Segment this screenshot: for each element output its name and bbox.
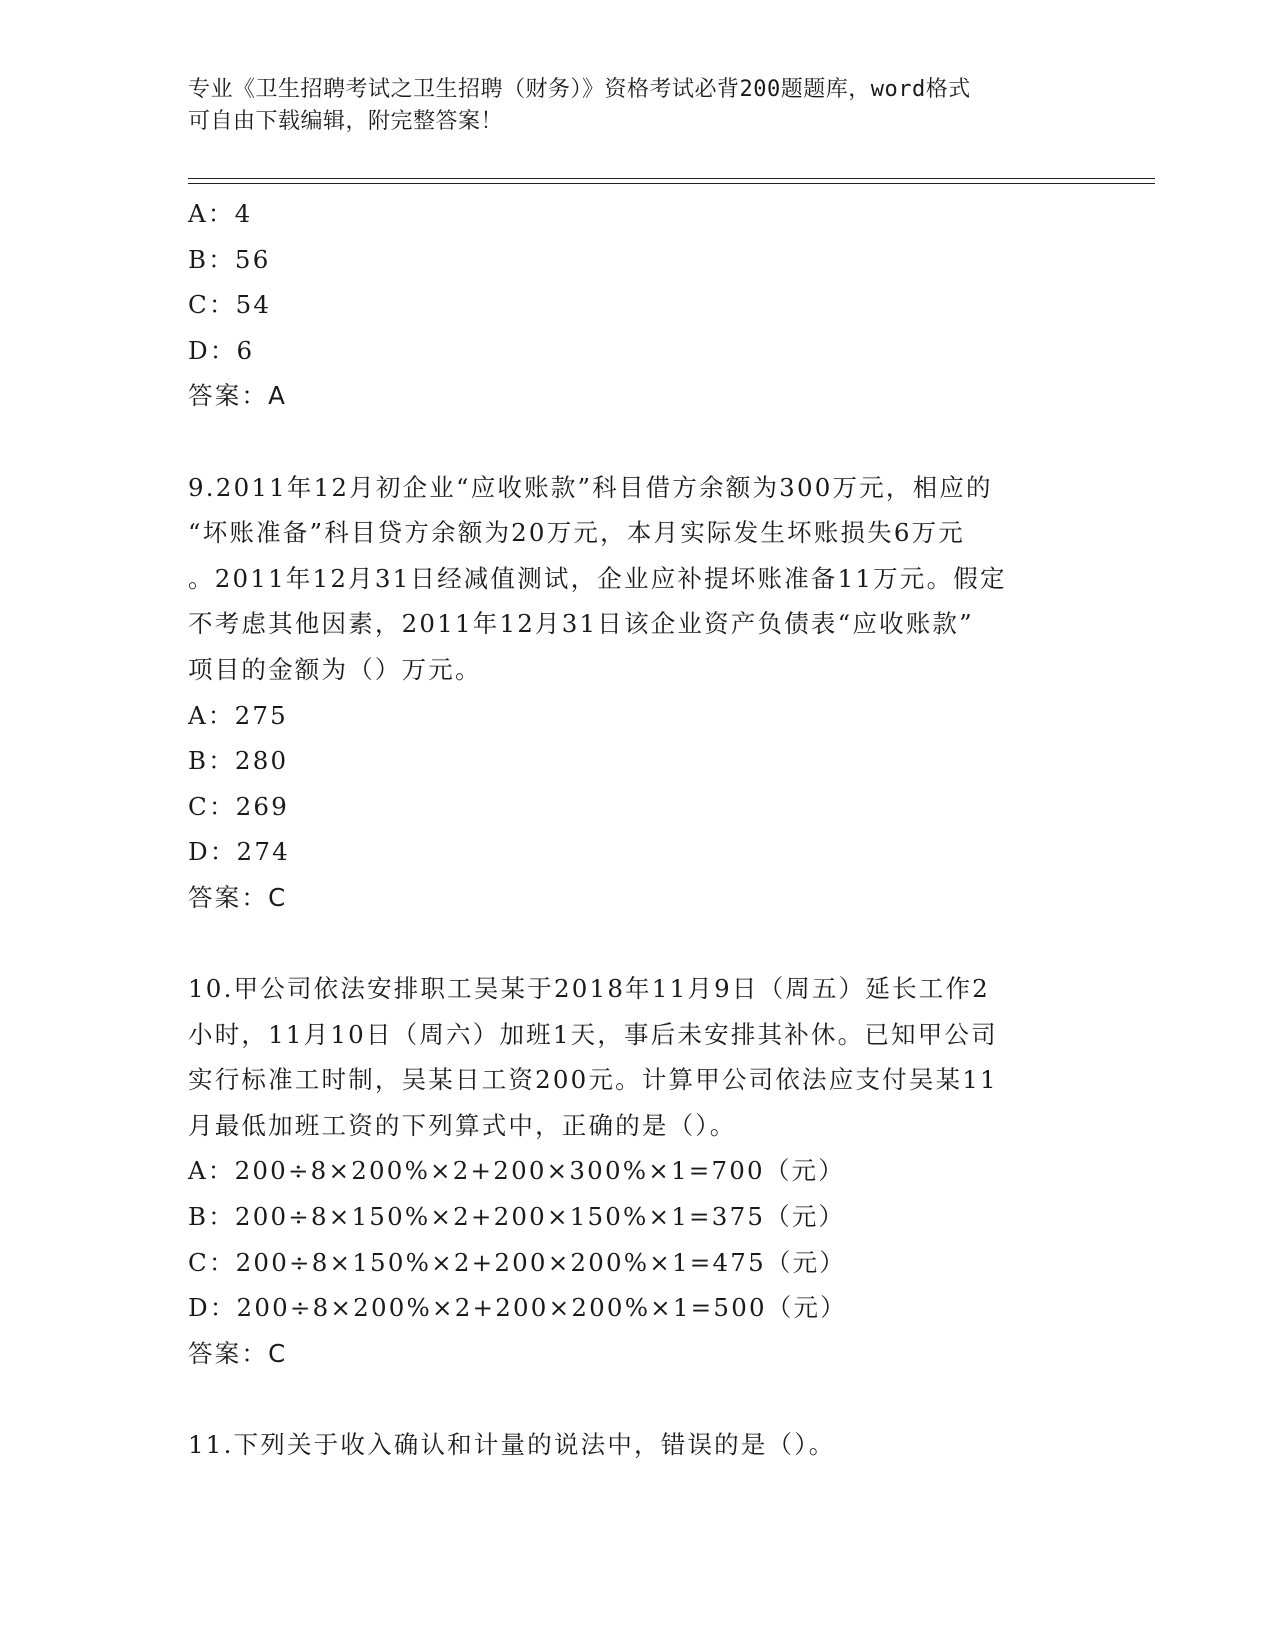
question-content <box>188 191 1088 1468</box>
option-d: D：274 <box>188 837 290 867</box>
option-b: B：280 <box>188 746 289 776</box>
option-d: D：6 <box>188 335 255 365</box>
question-text-line: 11.下列关于收入确认和计量的说法中，错误的是（）。 <box>188 1430 836 1460</box>
answer-label: 答案：A <box>188 381 288 411</box>
question-text-line: 小时，11月10日（周六）加班1天，事后未安排其补休。已知甲公司 <box>188 1019 998 1049</box>
spacer <box>188 419 1088 465</box>
header-line-2: 可自由下载编辑，附完整答案！ <box>188 109 504 134</box>
question-10 <box>188 966 1088 1376</box>
answer-label: 答案：C <box>188 882 288 912</box>
option-a: A：275 <box>188 700 288 730</box>
question-text-line: 9.2011年12月初企业“应收账款”科目借方余额为300万元，相应的 <box>188 472 993 502</box>
option-b: B：56 <box>188 244 271 274</box>
question-text-line: 10.甲公司依法安排职工吴某于2018年11月9日（周五）延长工作2 <box>188 974 990 1004</box>
option-c: C：269 <box>188 791 290 821</box>
question-8 <box>188 191 1088 419</box>
option-a: A：200÷8×200%×2+200×300%×1=700（元） <box>188 1156 845 1186</box>
question-text-line: 。2011年12月31日经减值测试，企业应补提坏账准备11万元。假定 <box>188 563 1007 593</box>
question-11 <box>188 1422 1088 1468</box>
header-rule-bottom <box>188 183 1155 184</box>
question-text-line: 实行标准工时制，吴某日工资200元。计算甲公司依法应支付吴某11 <box>188 1065 998 1095</box>
option-c: C：200÷8×150%×2+200×200%×1=475（元） <box>188 1247 846 1277</box>
option-c: C：54 <box>188 290 272 320</box>
question-text-line: 不考虑其他因素，2011年12月31日该企业资产负债表“应收账款” <box>188 609 974 639</box>
question-text-line: “坏账准备”科目贷方余额为20万元，本月实际发生坏账损失6万元 <box>188 518 966 548</box>
option-a: A：4 <box>188 199 253 228</box>
spacer <box>188 921 1088 967</box>
option-d: D：200÷8×200%×2+200×200%×1=500（元） <box>188 1293 847 1323</box>
question-text-line: 项目的金额为（）万元。 <box>188 654 482 684</box>
document-header <box>188 74 1088 138</box>
spacer <box>188 1376 1088 1422</box>
header-line-1: 专业《卫生招聘考试之卫生招聘（财务）》资格考试必背200题题库，word格式 <box>188 77 971 102</box>
answer-label: 答案：C <box>188 1338 288 1368</box>
question-text-line: 月最低加班工资的下列算式中，正确的是（）。 <box>188 1110 737 1140</box>
header-rule-top <box>188 178 1155 179</box>
option-b: B：200÷8×150%×2+200×150%×1=375（元） <box>188 1202 846 1232</box>
question-9 <box>188 465 1088 921</box>
